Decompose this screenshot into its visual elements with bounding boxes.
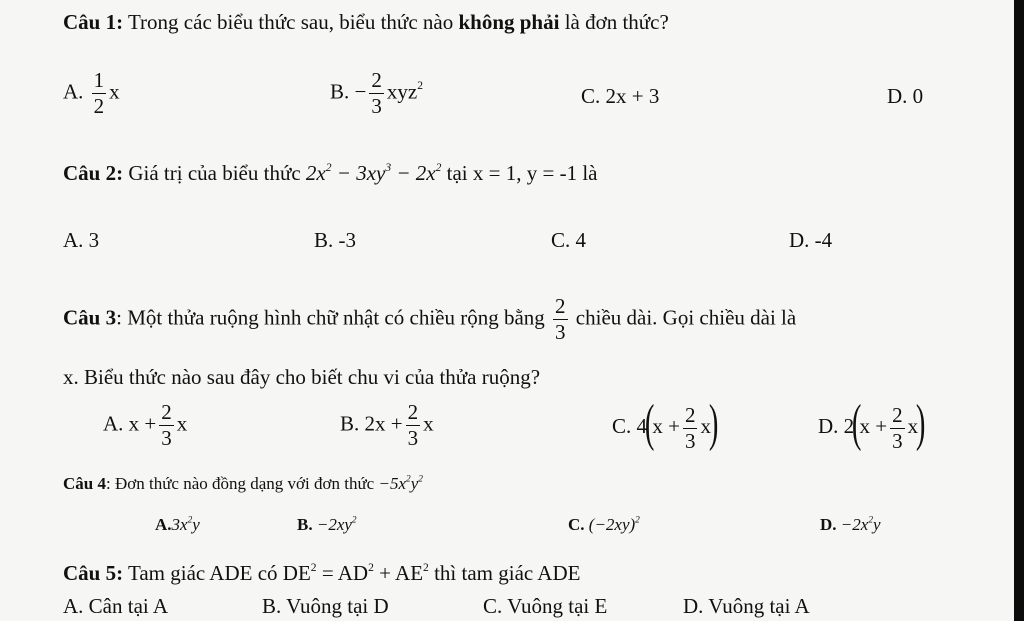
question-3-text: : Một thửa ruộng hình chữ nhật có chiều rộng bằng: [116, 305, 545, 330]
question-3-text-end: chiều dài. Gọi chiều dài là: [575, 305, 797, 330]
option-letter: D.: [887, 84, 908, 108]
question-2-label: Câu 2:: [63, 161, 124, 185]
question-3: [63, 296, 796, 343]
question-1-text: Trong các biểu thức sau, biểu thức nào: [123, 10, 459, 34]
question-5-expression: $DE^2 = AD^2 + AE^2$: [282, 561, 429, 585]
photo-edge: [1014, 0, 1024, 621]
option-letter: A.: [63, 79, 84, 104]
q2-option-b[interactable]: B. -3: [314, 228, 356, 252]
option-letter: C.: [581, 84, 601, 108]
q1-option-b[interactable]: [330, 70, 423, 117]
option-letter: C.: [612, 413, 632, 438]
option-letter: A.: [103, 411, 124, 436]
question-1-text-end: là đơn thức?: [559, 10, 669, 34]
exponent: 2: [417, 80, 423, 93]
question-5: [63, 561, 580, 586]
option-letter: B.: [297, 515, 313, 534]
fraction: $\frac{2}{3}$: [555, 294, 566, 344]
option-letter: B.: [330, 79, 350, 104]
question-5-label: Câu 5:: [63, 561, 124, 585]
q4-option-d[interactable]: D. $-2x^2y$: [820, 515, 881, 534]
option-letter: C.: [568, 515, 585, 534]
fraction: $\frac{2}{3}$: [407, 400, 419, 450]
question-4-expression: $-5x^2y^2$: [378, 474, 423, 493]
question-2-text-end: tại x = 1, y = -1 là: [441, 161, 598, 185]
q5-option-b[interactable]: B. Vuông tại D: [262, 594, 389, 618]
option-letter: A.: [155, 515, 172, 534]
question-1-emphasis: không phải: [458, 10, 560, 34]
q5-option-c[interactable]: C. Vuông tại E: [483, 594, 608, 618]
fraction: $\frac{2}{3}$: [684, 402, 696, 453]
q2-option-a[interactable]: A. 3: [63, 228, 100, 252]
question-5-text-end: thì tam giác ADE: [428, 561, 581, 585]
q5-option-d[interactable]: D. Vuông tại A: [683, 594, 810, 618]
question-2-expression: $2x^2 - 3xy^3 - 2x^2$: [305, 161, 442, 185]
question-4-label: Câu 4: [63, 474, 106, 493]
sign: −: [354, 79, 367, 104]
question-4-text: : Đơn thức nào đồng dạng với đơn thức: [105, 474, 375, 493]
question-2: [63, 161, 597, 186]
fraction: $\frac{2}{3}$: [371, 68, 382, 118]
option-letter: B.: [340, 411, 360, 436]
variable: xyz: [386, 79, 418, 104]
expression: 0: [912, 84, 924, 108]
q1-option-c[interactable]: [581, 84, 659, 109]
q2-option-c[interactable]: C. 4: [551, 228, 587, 252]
question-5-text: Tam giác ADE có: [123, 561, 283, 585]
q3-option-b[interactable]: B. 2x + $\frac{2}{3}$ x: [340, 400, 434, 450]
question-4: [63, 474, 423, 494]
q3-option-c[interactable]: C. 4(x + $\frac{2}{3}$ x): [612, 395, 719, 453]
option-letter: D.: [818, 413, 839, 438]
variable: x: [109, 79, 120, 104]
q1-option-d[interactable]: [887, 84, 923, 109]
question-3-line-2: x. Biểu thức nào sau đây cho biết chu vi của thửa ruộng?: [63, 365, 541, 389]
option-letter: D.: [820, 515, 837, 534]
question-3-label: Câu 3: [63, 305, 117, 330]
question-1: [63, 10, 669, 35]
q3-option-a[interactable]: A. x + $\frac{2}{3}$ x: [103, 400, 188, 450]
q4-option-a[interactable]: $A.3x^2y$: [155, 515, 200, 534]
fraction: $\frac{2}{3}$: [892, 402, 903, 453]
q4-option-c[interactable]: C. $(-2xy)^2$: [568, 515, 640, 534]
fraction: $\frac{1}{2}$: [93, 68, 105, 118]
q3-option-d[interactable]: D. 2(x + $\frac{2}{3}$ x): [818, 395, 926, 453]
question-1-label: Câu 1:: [63, 10, 124, 34]
q4-option-b[interactable]: B. $-2xy^2$: [297, 515, 357, 534]
fraction: $\frac{2}{3}$: [161, 400, 172, 450]
question-2-text: Giá trị của biểu thức: [123, 161, 306, 185]
q2-option-d[interactable]: D. -4: [789, 228, 833, 252]
q5-option-a[interactable]: A. Cân tại A: [63, 594, 168, 618]
q1-option-a[interactable]: [63, 70, 120, 117]
expression: 2x + 3: [605, 84, 660, 108]
